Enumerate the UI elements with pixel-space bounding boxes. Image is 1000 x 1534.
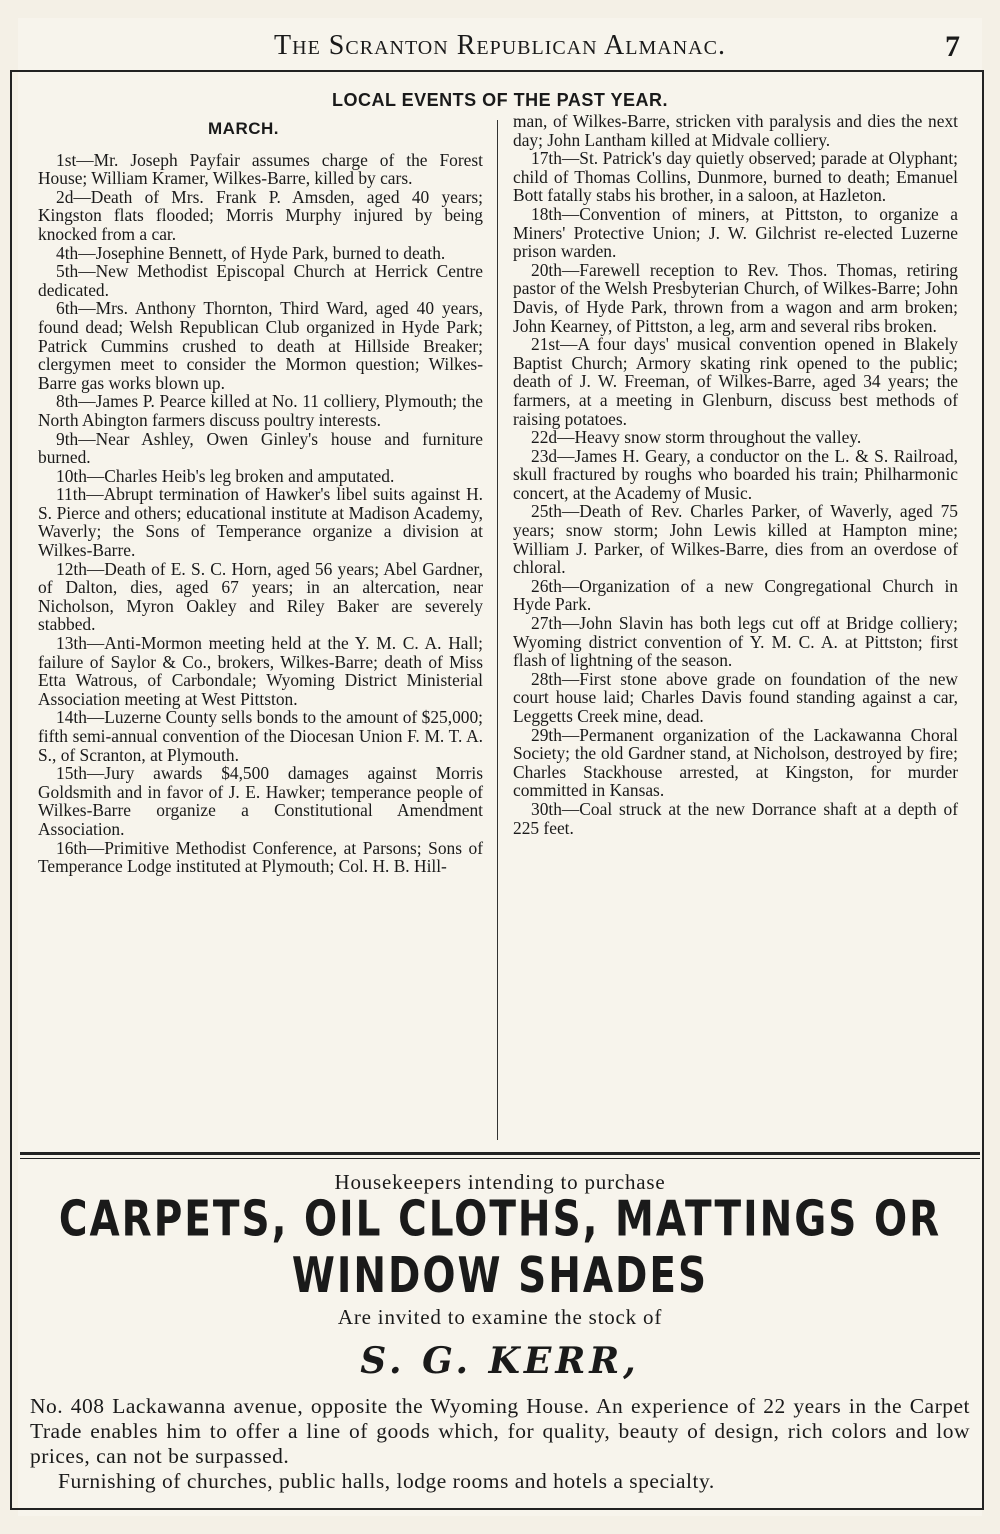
event-entry: 11th—Abrupt termination of Hawker's libel suits against H. S. Pierce and others; educational institute at Madison Academy, Waverly; the Sons of Temperance organize a division at Wilkes-Barre.	[38, 484, 483, 561]
left-entries	[38, 151, 483, 876]
event-entry: 29th—Permanent organization of the Lackawanna Choral Society; the old Gardner stand, at Nicholson, destroyed by fire; Charles Stackhouse arrested, at Kingston, for murder committed in Kansas.	[513, 724, 958, 801]
almanac-title: The Scranton Republican Almanac.	[274, 30, 726, 61]
event-entry: 26th—Organization of a new Congregational Church in Hyde Park.	[513, 575, 958, 615]
month-heading: MARCH.	[208, 119, 279, 138]
event-entry: 21st—A four days' musical convention opened in Blakely Baptist Church; Armory skating rink opened to the public; death of J. W. Freeman, of Wilkes-Barre, aged 34 years; the farmers, at a meeting in Glenburn, discuss best methods of raising potatoes.	[513, 334, 958, 429]
event-entry: 2d—Death of Mrs. Frank P. Amsden, aged 40 years; Kingston flats flooded; Morris Murphy injured by being knocked from a car.	[38, 186, 483, 244]
right-column	[513, 112, 958, 837]
event-entry: 15th—Jury awards $4,500 damages against Morris Goldsmith and in favor of J. E. Hawker; temperance people of Wilkes-Barre organize a Constitutional Amendment Association.	[38, 763, 483, 839]
event-entry: 28th—First stone above grade on foundation of the new court house laid; Charles Davis found standing against a car, Leggetts Creek mine, dead.	[513, 668, 958, 726]
event-entry: 8th—James P. Pearce killed at No. 11 colliery, Plymouth; the North Abington farmers discuss poultry interests.	[38, 391, 483, 430]
event-entry: 4th—Josephine Bennett, of Hyde Park, burned to death.	[56, 242, 446, 263]
event-entry: man, of Wilkes-Barre, stricken vith paralysis and dies the next day; John Lantham killed at Midvale colliery.	[513, 111, 958, 150]
event-entry: 23d—James H. Geary, a conductor on the L. & S. Railroad, skull fractured by roughs who boarded his train; Philharmonic concert, at the Academy of Music.	[513, 445, 958, 503]
event-entry: 14th—Luzerne County sells bonds to the amount of $25,000; fifth semi-annual convention of the Diocesan Union F. M. T. A. S., of Scranton, at Plymouth.	[38, 707, 483, 765]
event-entry: 18th—Convention of miners, at Pittston, to organize a Miners' Protective Union; J. W. Gilchrist re-elected Luzerne prison warden.	[513, 203, 958, 262]
event-entry: 20th—Farewell reception to Rev. Thos. Thomas, retiring pastor of the Welsh Presbyterian Church, of Wilkes-Barre; John Davis, of Hyde Park, thrown from a wagon and arm broken; John Kearney, of Pittston, a leg, arm and several ribs broken.	[513, 259, 958, 336]
event-entry: 6th—Mrs. Anthony Thornton, Third Ward, aged 40 years, found dead; Welsh Republican Club organized in Hyde Park; Patrick Cummins crushed to death at Hillside Breaker; clergymen meet to consider the Mormon question; Wilkes-Barre gas works blown up.	[38, 298, 483, 393]
section-title: LOCAL EVENTS OF THE PAST YEAR.	[331, 90, 669, 110]
advertisement	[30, 1170, 970, 1494]
event-entry: 17th—St. Patrick's day quietly observed; parade at Olyphant; child of Thomas Collins, Dunmore, burned to death; Emanuel Bott fatally stabs his brother, in a saloon, at Hazleton.	[513, 148, 958, 206]
ad-merchant-name: S. G. KERR,	[360, 1340, 640, 1382]
event-entry: 13th—Anti-Mormon meeting held at the Y. M. C. A. Hall; failure of Saylor & Co., brokers, Wilkes-Barre; death of Miss Etta Watrous, of Carbondale; Wyoming District Ministerial Association meeting at West Pittston.	[38, 633, 483, 709]
ad-closing: Furnishing of churches, public halls, lodge rooms and hotels a specialty.	[58, 1469, 715, 1493]
left-column	[38, 120, 483, 876]
ad-headline: CARPETS, OIL CLOTHS, MATTINGS OR WINDOW SHADES	[58, 1191, 942, 1305]
page-header	[0, 30, 1000, 70]
section-rule	[20, 1152, 980, 1155]
event-entry: 25th—Death of Rev. Charles Parker, of Waverly, aged 75 years; snow storm; John Lewis killed at Hampton mine; William J. Parker, of Wilkes-Barre, dies from an overdose of chloral.	[513, 501, 958, 578]
event-entry: 9th—Near Ashley, Owen Ginley's house and furniture burned.	[38, 428, 483, 468]
event-entry: 1st—Mr. Joseph Payfair assumes charge of the Forest House; William Kramer, Wilkes-Barre, killed by cars.	[38, 149, 483, 189]
event-entry: 27th—John Slavin has both legs cut off at Bridge colliery; Wyoming district convention of Y. M. C. A. at Pittston; first flash of lightning of the season.	[513, 613, 958, 671]
ad-body-text: No. 408 Lackawanna avenue, opposite the Wyoming House. An experience of 22 years in the Carpet Trade enables him to offer a line of goods which, for quality, beauty of design, rich colors and low prices, can not be surpassed.	[30, 1394, 970, 1468]
event-entry: 12th—Death of E. S. C. Horn, aged 56 years; Abel Gardner, of Dalton, dies, aged 67 years; in an altercation, near Nicholson, Myron Oakley and Riley Baker are severely stabbed.	[38, 558, 483, 635]
right-entries	[513, 112, 958, 837]
ad-invitation: Are invited to examine the stock of	[337, 1305, 663, 1329]
event-entry: 16th—Primitive Methodist Conference, at Parsons; Sons of Temperance Lodge instituted at Plymouth; Col. H. B. Hill-	[38, 837, 483, 877]
column-divider	[497, 120, 498, 1140]
event-entry: 5th—New Methodist Episcopal Church at Herrick Centre dedicated.	[38, 261, 483, 300]
event-entry: 30th—Coal struck at the new Dorrance shaft at a depth of 225 feet.	[513, 798, 958, 838]
event-entry: 10th—Charles Heib's leg broken and amputated.	[56, 465, 395, 486]
ad-intro: Housekeepers intending to purchase	[334, 1170, 666, 1194]
page-number: 7	[945, 30, 960, 63]
section-rule-thin	[20, 1158, 980, 1159]
event-entry: 22d—Heavy snow storm throughout the valley.	[531, 427, 862, 448]
ad-body	[30, 1394, 970, 1494]
